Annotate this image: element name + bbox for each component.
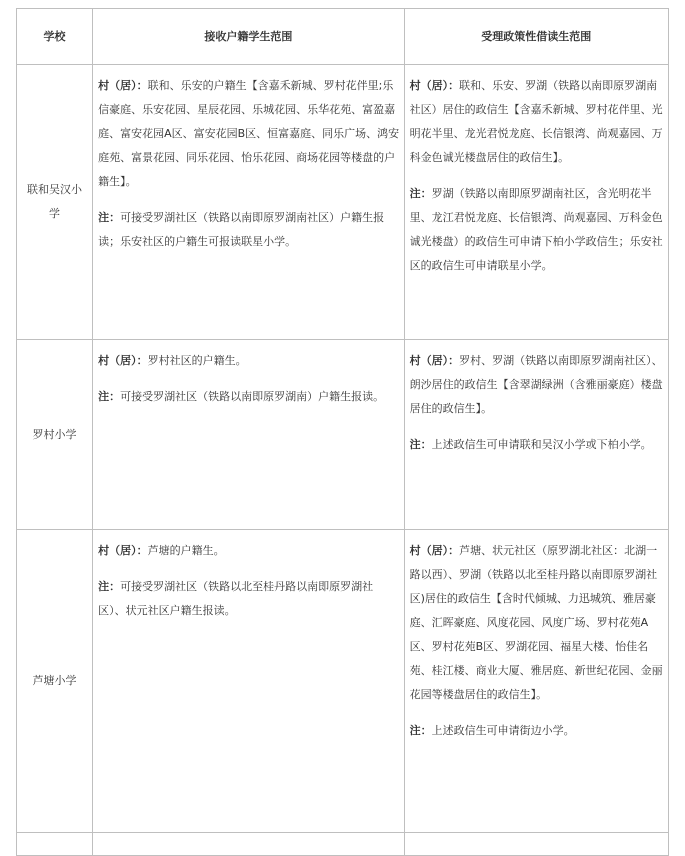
- hukou-note: [98, 385, 399, 409]
- para-text: 上述政信生可申请街边小学。: [431, 724, 575, 737]
- para-label: 村（居）：: [409, 79, 460, 92]
- para-label: 村（居）：: [409, 354, 460, 367]
- para-label: 注：: [98, 580, 121, 593]
- para-text: 可接受罗湖社区（铁路以南即原罗湖南）户籍生报读。: [120, 390, 385, 403]
- empty-cell: [93, 833, 404, 856]
- para-text: 联和、乐安的户籍生【含嘉禾新城、罗村花伴里;乐信豪庭、乐安花园、星辰花园、乐城花园、乐华花苑、富盈嘉庭、富安花园A区、富安花园B区、恒富嘉庭、同乐广场、鸿安庭苑、富景花园、同乐花园、怡乐花园、商场花园等楼盘的户籍生】。: [98, 79, 400, 188]
- school-name: 罗村小学: [17, 340, 93, 530]
- table-row: [17, 65, 669, 340]
- header-hukou-range: 接收户籍学生范围: [93, 9, 404, 65]
- para-text: 可接受罗湖社区（铁路以北至桂丹路以南即原罗湖社区）、状元社区户籍生报读。: [98, 580, 374, 617]
- para-text: 芦塘、状元社区（原罗湖北社区：北湖一路以西）、罗湖（铁路以北至桂丹路以南即原罗湖社区)居住的政信生【含时代倾城、力迅城筑、雅居豪庭、汇晖豪庭、风度花园、风度广场、罗村花苑A区、罗村花苑B区、罗湖花园、福星大楼、怡佳名苑、桂江楼、商业大厦、雅居庭、新世纪花园、金丽花园等楼盘居住的政信生】。: [409, 544, 663, 701]
- para-label: 村（居）：: [98, 544, 148, 557]
- para-text: 联和、乐安、罗湖（铁路以南即原罗湖南社区）居住的政信生【含嘉禾新城、罗村花伴里、光明花半里、龙光君悦龙庭、长信银湾、尚观嘉园、万科金色诚光楼盘居住的政信生】。: [409, 79, 663, 164]
- para-label: 注：: [98, 390, 121, 403]
- para-text: 罗村、罗湖（铁路以南即原罗湖南社区）、朗沙居住的政信生【含翠湖绿洲（含雅丽豪庭）楼盘居住的政信生】。: [409, 354, 663, 415]
- table-header-row: [17, 9, 669, 65]
- para-text: 罗村社区的户籍生。: [147, 354, 247, 367]
- para-label: 注：: [409, 438, 432, 451]
- policy-note: [410, 182, 664, 278]
- policy-cell: [404, 65, 668, 340]
- para-label: 注：: [98, 211, 121, 224]
- para-label: 注：: [409, 187, 432, 200]
- empty-cell: [404, 833, 668, 856]
- school-name: 联和吴汉小学: [17, 65, 93, 340]
- hukou-cell: [93, 530, 404, 833]
- header-policy-range: 受理政策性借读生范围: [404, 9, 668, 65]
- policy-village: [410, 539, 664, 707]
- para-label: 村（居）：: [98, 79, 148, 92]
- hukou-village: [98, 539, 399, 563]
- policy-cell: [404, 530, 668, 833]
- header-school: 学校: [17, 9, 93, 65]
- para-text: 可接受罗湖社区（铁路以南即原罗湖南社区）户籍生报读；乐安社区的户籍生可报读联星小学。: [98, 211, 385, 248]
- hukou-cell: [93, 65, 404, 340]
- table-row: [17, 530, 669, 833]
- enrollment-table: [16, 8, 669, 856]
- policy-note: [410, 433, 664, 457]
- para-text: 上述政信生可申请联和吴汉小学或下柏小学。: [431, 438, 652, 451]
- table-row-partial: [17, 833, 669, 856]
- para-label: 村（居）：: [409, 544, 460, 557]
- hukou-village: [98, 74, 399, 194]
- para-text: 罗湖（铁路以南即原罗湖南社区，含光明花半里、龙江君悦龙庭、长信银湾、尚观嘉园、万科金色诚光楼盘）的政信生可申请下柏小学政信生；乐安社区的政信生可申请联星小学。: [409, 187, 663, 272]
- policy-village: [410, 349, 664, 421]
- para-label: 村（居）：: [98, 354, 148, 367]
- hukou-note: [98, 575, 399, 623]
- policy-note: [410, 719, 664, 743]
- school-name: 芦塘小学: [17, 530, 93, 833]
- policy-cell: [404, 340, 668, 530]
- policy-village: [410, 74, 664, 170]
- hukou-cell: [93, 340, 404, 530]
- hukou-village: [98, 349, 399, 373]
- hukou-note: [98, 206, 399, 254]
- empty-cell: [17, 833, 93, 856]
- table-row: [17, 340, 669, 530]
- para-label: 注：: [409, 724, 432, 737]
- para-text: 芦塘的户籍生。: [147, 544, 225, 557]
